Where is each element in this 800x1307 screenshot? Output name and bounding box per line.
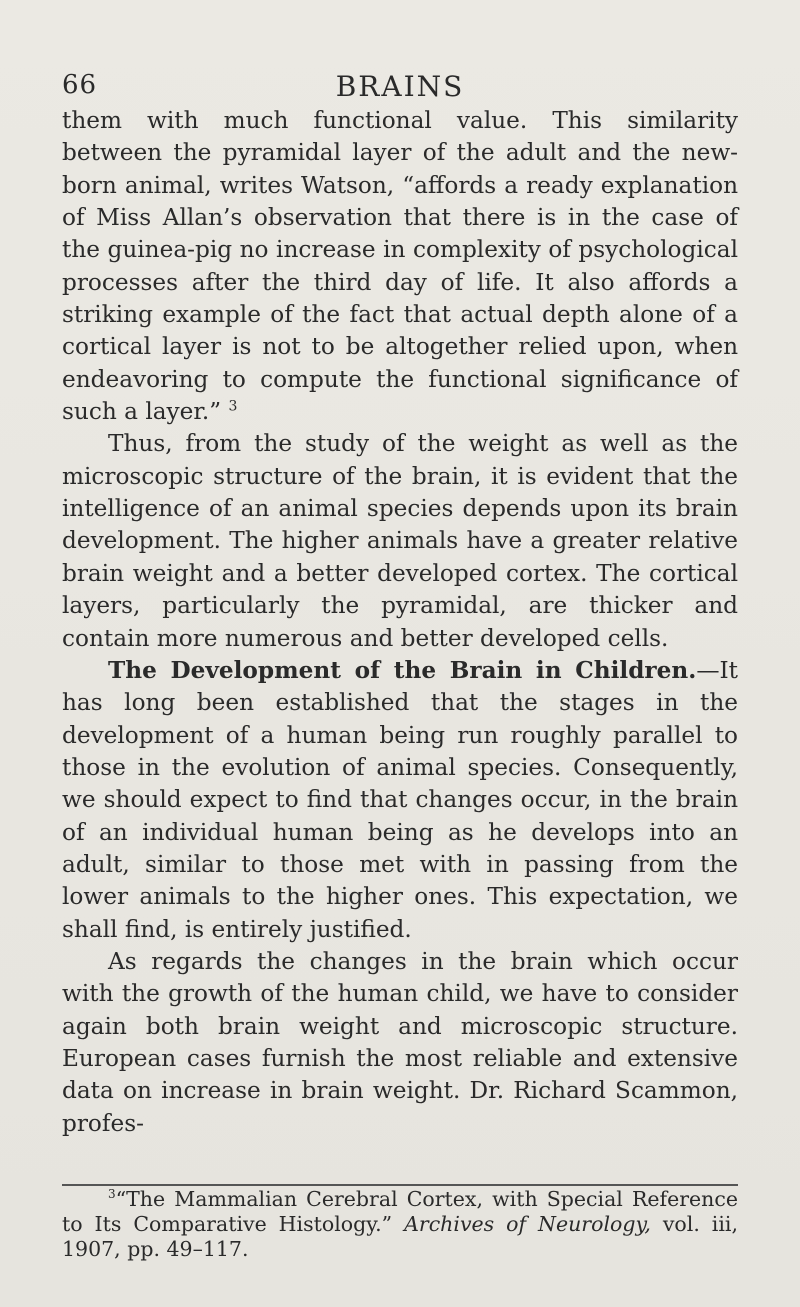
footnote-details: vol. iii, 1907, pp. 49–117. <box>62 1212 738 1261</box>
page-number: 66 <box>62 70 98 100</box>
paragraph: Thus, from the study of the weight as well as the microscopic structure of the brain, it is evident that the intelligence of an animal species depends upon its brain development. The higher animals have a greater relative brain weight and a better developed cortex. The cortical layers, particularly the pyramidal, are thicker and contain more numerous and better developed cells. <box>62 430 738 652</box>
paragraph-text: them with much functional value. This similarity between the pyramidal layer of the adult and the new-born animal, writes Watson, “affords a ready explanation of Miss Allan’s observation that there is in the case of the guinea-pig no increase in complexity of psychological processes after the third day of life. It also affords a striking example of the fact that actual depth alone of a cortical layer is not to be altogether relied upon, when endeavoring to compute the functional significance of such a layer.” <box>62 107 738 426</box>
section-heading: The Development of the Brain in Children. <box>108 656 697 684</box>
running-head <box>62 70 738 110</box>
footnote-journal: Archives of Neurology, <box>404 1212 651 1236</box>
footnote-reference: 3 <box>228 398 238 415</box>
paragraph: As regards the changes in the brain which occur with the growth of the human child, we have to consider again both brain weight and microscopic structure. European cases furnish the most reliable and extensive data on increase in brain weight. Dr. Richard Scammon, profes- <box>62 947 738 1137</box>
footnote-mark: 3 <box>108 1187 116 1202</box>
footnote-rule <box>62 1184 738 1186</box>
section-paragraph <box>62 655 738 946</box>
running-title: BRAINS <box>335 70 465 103</box>
body-text <box>62 105 738 1140</box>
paragraph-continuation <box>62 105 738 428</box>
footnote <box>62 1187 738 1262</box>
paragraph-text: —It has long been established that the stages in the development of a human being run roughly parallel to those in the evolution of animal species. Consequently, we should expect to find that changes occur, in the brain of an individual human being as he develops into an adult, similar to those met with in passing from the lower animals to the higher ones. This expectation, we shall find, is entirely justified. <box>62 656 738 943</box>
footnote-title: “The Mammalian Cerebral Cortex, with Special Reference to Its Comparative Histology.” <box>62 1187 738 1236</box>
